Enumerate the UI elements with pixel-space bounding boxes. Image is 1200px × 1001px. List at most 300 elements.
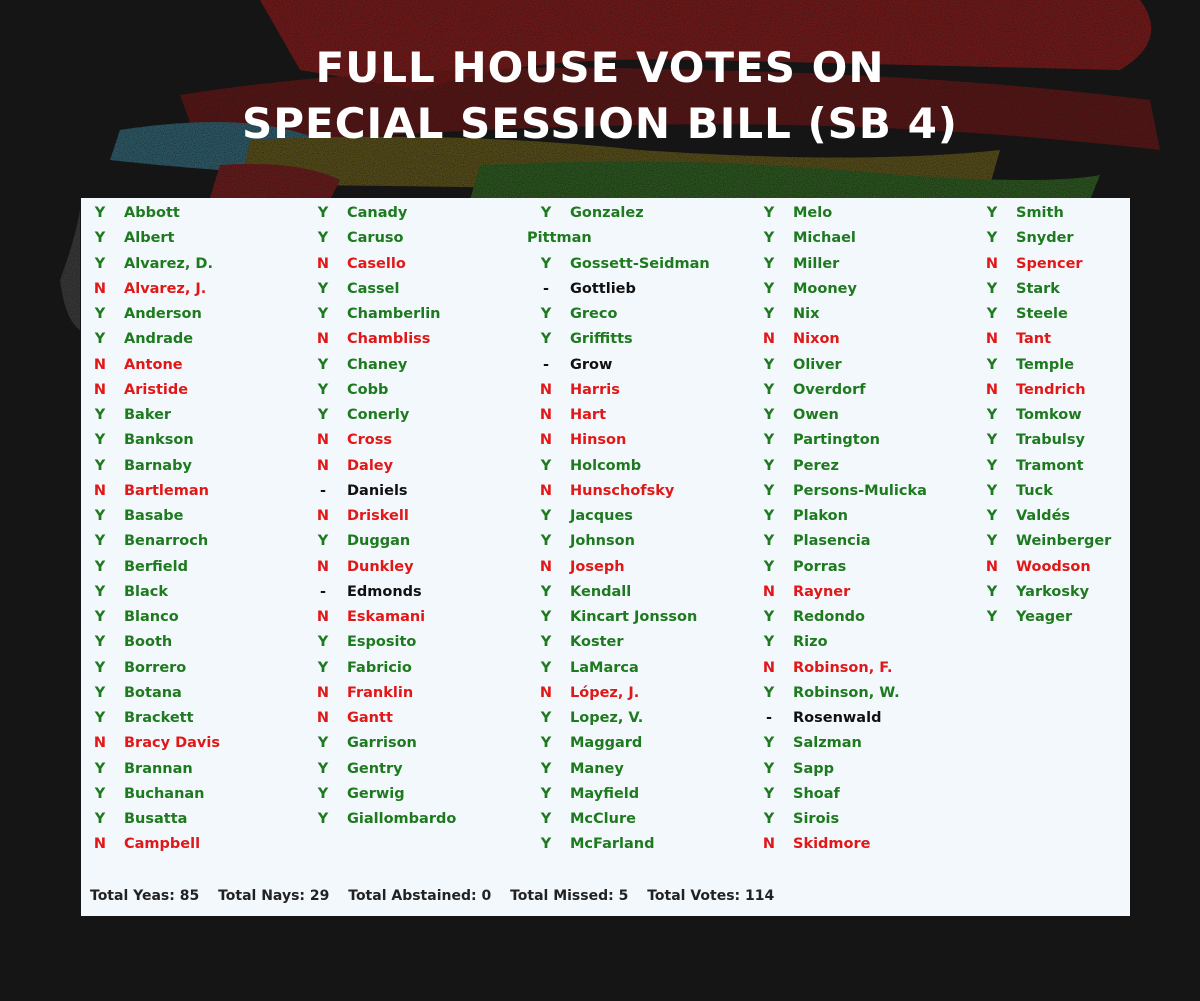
- member-row: [750, 428, 973, 453]
- member-name: Overdorf: [793, 381, 866, 398]
- member-row: [81, 656, 304, 681]
- member-name: Gantt: [347, 710, 393, 726]
- member-name: López, J.: [570, 684, 640, 701]
- member-name: Driskell: [347, 508, 409, 524]
- vote-mark: Y: [540, 306, 552, 322]
- vote-mark: N: [539, 432, 553, 449]
- member-row: [304, 706, 527, 731]
- member-row: [304, 277, 527, 302]
- member-name: Melo: [793, 205, 833, 221]
- vote-mark: Y: [317, 230, 329, 247]
- member-name: Chambliss: [347, 331, 431, 348]
- member-row: [750, 327, 973, 352]
- member-name: Nix: [793, 306, 820, 322]
- vote-mark: Y: [540, 760, 552, 777]
- member-name: Conerly: [347, 407, 410, 423]
- member-row: [527, 378, 750, 403]
- member-name: Porras: [793, 558, 847, 575]
- member-name: Nixon: [793, 331, 840, 348]
- member-row: [527, 555, 750, 580]
- member-row: [304, 807, 527, 832]
- member-name: Gerwig: [347, 785, 405, 802]
- member-row: [527, 706, 750, 731]
- member-name: McClure: [570, 811, 636, 827]
- vote-mark: Y: [763, 735, 775, 752]
- member-name: Johnson: [570, 533, 635, 550]
- member-name: Salzman: [793, 735, 862, 752]
- vote-mark: N: [93, 381, 107, 398]
- vote-mark: N: [539, 482, 553, 499]
- vote-mark: N: [93, 280, 107, 297]
- vote-mark: Y: [763, 760, 775, 777]
- vote-mark: -: [319, 583, 327, 600]
- member-name: Rayner: [793, 583, 851, 600]
- vote-mark: Y: [763, 508, 775, 524]
- vote-mark: Y: [986, 432, 998, 449]
- member-name: Eskamani: [347, 609, 426, 625]
- member-row: [973, 555, 1196, 580]
- vote-mark: Y: [94, 533, 106, 550]
- member-name: Kincart Jonsson: [570, 609, 698, 625]
- member-name: Hunschofsky: [570, 482, 675, 499]
- member-row: [750, 630, 973, 655]
- member-name: LaMarca: [570, 659, 639, 676]
- vote-mark: Y: [986, 280, 998, 297]
- member-row: [973, 580, 1196, 605]
- total-nays: Total Nays: 29: [218, 888, 330, 904]
- member-row: [527, 504, 750, 529]
- member-name: Cross: [347, 432, 393, 449]
- vote-mark: N: [985, 255, 999, 272]
- member-row: [81, 807, 304, 832]
- vote-mark: Y: [94, 457, 106, 474]
- title-line-2: SPECIAL SESSION BILL (SB 4): [241, 99, 958, 148]
- member-row: [304, 504, 527, 529]
- member-row: [973, 226, 1196, 251]
- member-row: [527, 731, 750, 756]
- roster-column-5: [973, 201, 1196, 630]
- vote-mark: N: [316, 609, 330, 625]
- vote-mark: Y: [763, 280, 775, 297]
- member-name: Kendall: [570, 583, 632, 600]
- member-name: Dunkley: [347, 558, 414, 575]
- member-row: [81, 731, 304, 756]
- member-name: Rosenwald: [793, 710, 882, 726]
- member-row: [81, 201, 304, 226]
- vote-mark: Y: [763, 356, 775, 373]
- member-name: Oliver: [793, 356, 842, 373]
- member-row: [304, 529, 527, 554]
- member-name: Jacques: [570, 508, 633, 524]
- vote-mark: Y: [94, 205, 106, 221]
- member-name: Perez: [793, 457, 839, 474]
- member-row: [81, 605, 304, 630]
- member-row: [973, 277, 1196, 302]
- member-row: [304, 201, 527, 226]
- vote-mark: N: [762, 836, 776, 853]
- vote-mark: Y: [94, 508, 106, 524]
- vote-mark: Y: [986, 356, 998, 373]
- vote-mark: Y: [763, 634, 775, 651]
- member-row: [750, 226, 973, 251]
- member-row: [527, 277, 750, 302]
- vote-mark: N: [93, 356, 107, 373]
- member-row: [304, 403, 527, 428]
- member-name: Sapp: [793, 760, 834, 777]
- member-row: [750, 353, 973, 378]
- vote-mark: Y: [986, 482, 998, 499]
- member-name: Woodson: [1016, 558, 1091, 575]
- vote-mark: Y: [540, 533, 552, 550]
- member-name: Miller: [793, 255, 840, 272]
- vote-mark: N: [316, 684, 330, 701]
- member-name: Tramont: [1016, 457, 1084, 474]
- member-name: Plasencia: [793, 533, 871, 550]
- member-name: Daniels: [347, 482, 408, 499]
- member-name: Snyder: [1016, 230, 1074, 247]
- member-name: Bartleman: [124, 482, 209, 499]
- roster-column-3: [527, 201, 750, 858]
- member-name: Weinberger: [1016, 533, 1112, 550]
- member-row: [81, 782, 304, 807]
- member-name: Koster: [570, 634, 624, 651]
- member-row: [750, 580, 973, 605]
- member-row: [527, 580, 750, 605]
- member-row: [750, 201, 973, 226]
- member-row: [304, 757, 527, 782]
- vote-mark: Y: [540, 508, 552, 524]
- member-name: Baker: [124, 407, 172, 423]
- member-name: Grow: [570, 356, 613, 373]
- member-name: Persons-Mulicka: [793, 482, 927, 499]
- vote-mark: Y: [986, 457, 998, 474]
- member-row: [750, 454, 973, 479]
- member-row: [304, 428, 527, 453]
- member-name: Pittman: [527, 230, 592, 247]
- member-row: [750, 504, 973, 529]
- vote-mark: Y: [94, 811, 106, 827]
- member-row: [973, 504, 1196, 529]
- member-row: [304, 580, 527, 605]
- vote-mark: -: [319, 482, 327, 499]
- vote-mark: Y: [94, 684, 106, 701]
- vote-mark: N: [316, 508, 330, 524]
- member-row: [750, 605, 973, 630]
- member-row: [750, 681, 973, 706]
- member-row: [527, 327, 750, 352]
- member-name: Joseph: [570, 558, 625, 575]
- vote-mark: Y: [763, 306, 775, 322]
- vote-mark: Y: [317, 306, 329, 322]
- member-row: [973, 403, 1196, 428]
- member-row: [973, 201, 1196, 226]
- vote-mark: N: [316, 558, 330, 575]
- vote-mark: Y: [540, 457, 552, 474]
- vote-mark: Y: [540, 710, 552, 726]
- member-name: Temple: [1016, 356, 1075, 373]
- member-row: [973, 327, 1196, 352]
- member-name: Casello: [347, 255, 406, 272]
- vote-mark: Y: [763, 684, 775, 701]
- member-name: Tomkow: [1016, 407, 1082, 423]
- member-row: [81, 504, 304, 529]
- member-row: [527, 454, 750, 479]
- vote-mark: -: [542, 280, 550, 297]
- member-name: Brannan: [124, 760, 193, 777]
- vote-mark: Y: [317, 760, 329, 777]
- total-abstained: Total Abstained: 0: [348, 888, 492, 904]
- vote-mark: Y: [540, 836, 552, 853]
- member-name: Cobb: [347, 381, 389, 398]
- vote-mark: -: [765, 710, 773, 726]
- member-row: [750, 302, 973, 327]
- member-name: Redondo: [793, 609, 866, 625]
- vote-mark: Y: [94, 760, 106, 777]
- member-name: Chaney: [347, 356, 408, 373]
- vote-mark: Y: [986, 583, 998, 600]
- roster-column-1: [81, 201, 304, 858]
- member-name: Albert: [124, 230, 175, 247]
- vote-mark: Y: [94, 306, 106, 322]
- vote-mark: N: [985, 381, 999, 398]
- member-name: Harris: [570, 381, 620, 398]
- member-name: Borrero: [124, 659, 187, 676]
- member-row: [527, 757, 750, 782]
- vote-mark: N: [539, 407, 553, 423]
- vote-mark: N: [985, 331, 999, 348]
- member-name: Valdés: [1016, 508, 1071, 524]
- vote-mark: -: [542, 356, 550, 373]
- member-row: [527, 479, 750, 504]
- member-name: Lopez, V.: [570, 710, 644, 726]
- member-name: Smith: [1016, 205, 1064, 221]
- vote-mark: Y: [763, 785, 775, 802]
- member-row: [527, 226, 750, 251]
- member-name: Berfield: [124, 558, 188, 575]
- member-row: [81, 681, 304, 706]
- member-name: Duggan: [347, 533, 411, 550]
- member-row: [81, 706, 304, 731]
- member-name: Booth: [124, 634, 173, 651]
- member-row: [750, 378, 973, 403]
- member-row: [304, 656, 527, 681]
- vote-mark: N: [539, 684, 553, 701]
- member-name: Antone: [124, 356, 183, 373]
- member-row: [81, 832, 304, 857]
- vote-mark: Y: [94, 432, 106, 449]
- member-name: Holcomb: [570, 457, 642, 474]
- member-name: Bankson: [124, 432, 194, 449]
- member-row: [304, 605, 527, 630]
- member-name: Mooney: [793, 280, 857, 297]
- vote-mark: N: [316, 710, 330, 726]
- vote-mark: Y: [540, 255, 552, 272]
- member-row: [81, 353, 304, 378]
- member-name: Edmonds: [347, 583, 422, 600]
- vote-mark: Y: [94, 558, 106, 575]
- member-row: [304, 731, 527, 756]
- vote-mark: Y: [763, 558, 775, 575]
- member-name: Yarkosky: [1016, 583, 1090, 600]
- vote-mark: Y: [94, 659, 106, 676]
- member-name: Hinson: [570, 432, 627, 449]
- vote-mark: N: [539, 381, 553, 398]
- vote-mark: N: [539, 558, 553, 575]
- member-row: [750, 731, 973, 756]
- member-name: Andrade: [124, 331, 194, 348]
- vote-mark: Y: [317, 407, 329, 423]
- member-row: [973, 428, 1196, 453]
- total-yeas: Total Yeas: 85: [90, 888, 200, 904]
- member-row: [81, 529, 304, 554]
- member-name: Abbott: [124, 205, 180, 221]
- member-name: Michael: [793, 230, 856, 247]
- vote-mark: Y: [317, 356, 329, 373]
- vote-mark: Y: [540, 609, 552, 625]
- vote-mark: Y: [986, 533, 998, 550]
- member-row: [527, 807, 750, 832]
- vote-mark: Y: [540, 735, 552, 752]
- member-name: Benarroch: [124, 533, 209, 550]
- vote-mark: Y: [540, 634, 552, 651]
- member-name: Alvarez, J.: [124, 280, 207, 297]
- member-name: Skidmore: [793, 836, 871, 853]
- member-row: [973, 353, 1196, 378]
- member-row: [304, 378, 527, 403]
- member-row: [527, 403, 750, 428]
- vote-mark: Y: [763, 482, 775, 499]
- member-row: [527, 656, 750, 681]
- vote-totals: [90, 888, 788, 904]
- vote-mark: Y: [540, 659, 552, 676]
- member-name: Gentry: [347, 760, 403, 777]
- member-name: Bracy Davis: [124, 735, 220, 752]
- member-name: Tendrich: [1016, 381, 1086, 398]
- member-name: Busatta: [124, 811, 188, 827]
- vote-mark: Y: [317, 634, 329, 651]
- title-line-1: FULL HOUSE VOTES ON: [315, 43, 885, 92]
- member-name: Daley: [347, 457, 394, 474]
- member-name: Alvarez, D.: [124, 255, 213, 272]
- vote-mark: N: [316, 331, 330, 348]
- member-row: [750, 403, 973, 428]
- member-row: [304, 479, 527, 504]
- member-row: [304, 252, 527, 277]
- vote-mark: N: [762, 659, 776, 676]
- member-name: Steele: [1016, 306, 1068, 322]
- member-name: Owen: [793, 407, 839, 423]
- vote-mark: Y: [317, 533, 329, 550]
- vote-mark: Y: [986, 205, 998, 221]
- vote-mark: Y: [94, 710, 106, 726]
- member-name: Canady: [347, 205, 408, 221]
- member-row: [304, 302, 527, 327]
- vote-mark: Y: [94, 583, 106, 600]
- member-name: Buchanan: [124, 785, 205, 802]
- member-row: [973, 454, 1196, 479]
- member-row: [973, 252, 1196, 277]
- vote-mark: Y: [317, 280, 329, 297]
- member-name: Anderson: [124, 306, 202, 322]
- vote-mark: N: [93, 735, 107, 752]
- member-name: Griffitts: [570, 331, 633, 348]
- member-row: [81, 555, 304, 580]
- member-name: Spencer: [1016, 255, 1083, 272]
- vote-mark: Y: [317, 735, 329, 752]
- vote-mark: Y: [94, 255, 106, 272]
- vote-mark: N: [93, 836, 107, 853]
- vote-mark: Y: [94, 609, 106, 625]
- total-missed: Total Missed: 5: [510, 888, 629, 904]
- member-row: [304, 454, 527, 479]
- member-row: [81, 252, 304, 277]
- member-row: [750, 832, 973, 857]
- vote-roster-panel: [81, 198, 1130, 916]
- member-row: [81, 630, 304, 655]
- member-row: [81, 277, 304, 302]
- member-name: Campbell: [124, 836, 201, 853]
- vote-mark: N: [762, 583, 776, 600]
- vote-mark: Y: [94, 634, 106, 651]
- member-name: Robinson, W.: [793, 684, 900, 701]
- member-row: [750, 277, 973, 302]
- member-name: Yeager: [1016, 609, 1073, 625]
- member-row: [527, 428, 750, 453]
- vote-mark: Y: [763, 811, 775, 827]
- member-row: [81, 580, 304, 605]
- member-name: Robinson, F.: [793, 659, 893, 676]
- member-row: [304, 630, 527, 655]
- member-name: Barnaby: [124, 457, 192, 474]
- total-votes: Total Votes: 114: [647, 888, 775, 904]
- member-name: Brackett: [124, 710, 194, 726]
- vote-mark: Y: [317, 659, 329, 676]
- vote-mark: Y: [763, 533, 775, 550]
- vote-mark: Y: [540, 583, 552, 600]
- vote-mark: N: [93, 482, 107, 499]
- member-row: [973, 378, 1196, 403]
- vote-mark: Y: [763, 457, 775, 474]
- member-name: Shoaf: [793, 785, 840, 802]
- member-name: Aristide: [124, 381, 189, 398]
- vote-mark: N: [985, 558, 999, 575]
- member-name: Mayfield: [570, 785, 640, 802]
- member-row: [81, 378, 304, 403]
- vote-mark: Y: [540, 811, 552, 827]
- member-row: [750, 555, 973, 580]
- vote-mark: Y: [763, 381, 775, 398]
- member-name: Black: [124, 583, 169, 600]
- roster-column-2: [304, 201, 527, 832]
- member-row: [527, 252, 750, 277]
- member-row: [750, 706, 973, 731]
- member-name: Gottlieb: [570, 280, 636, 297]
- member-row: [527, 782, 750, 807]
- member-row: [81, 327, 304, 352]
- member-name: Caruso: [347, 230, 404, 247]
- member-name: Partington: [793, 432, 880, 449]
- member-name: Maggard: [570, 735, 643, 752]
- member-row: [81, 479, 304, 504]
- vote-mark: Y: [763, 407, 775, 423]
- member-row: [527, 681, 750, 706]
- member-name: Blanco: [124, 609, 179, 625]
- member-row: [304, 782, 527, 807]
- member-row: [81, 454, 304, 479]
- member-name: Cassel: [347, 280, 400, 297]
- member-row: [304, 555, 527, 580]
- member-name: McFarland: [570, 836, 655, 853]
